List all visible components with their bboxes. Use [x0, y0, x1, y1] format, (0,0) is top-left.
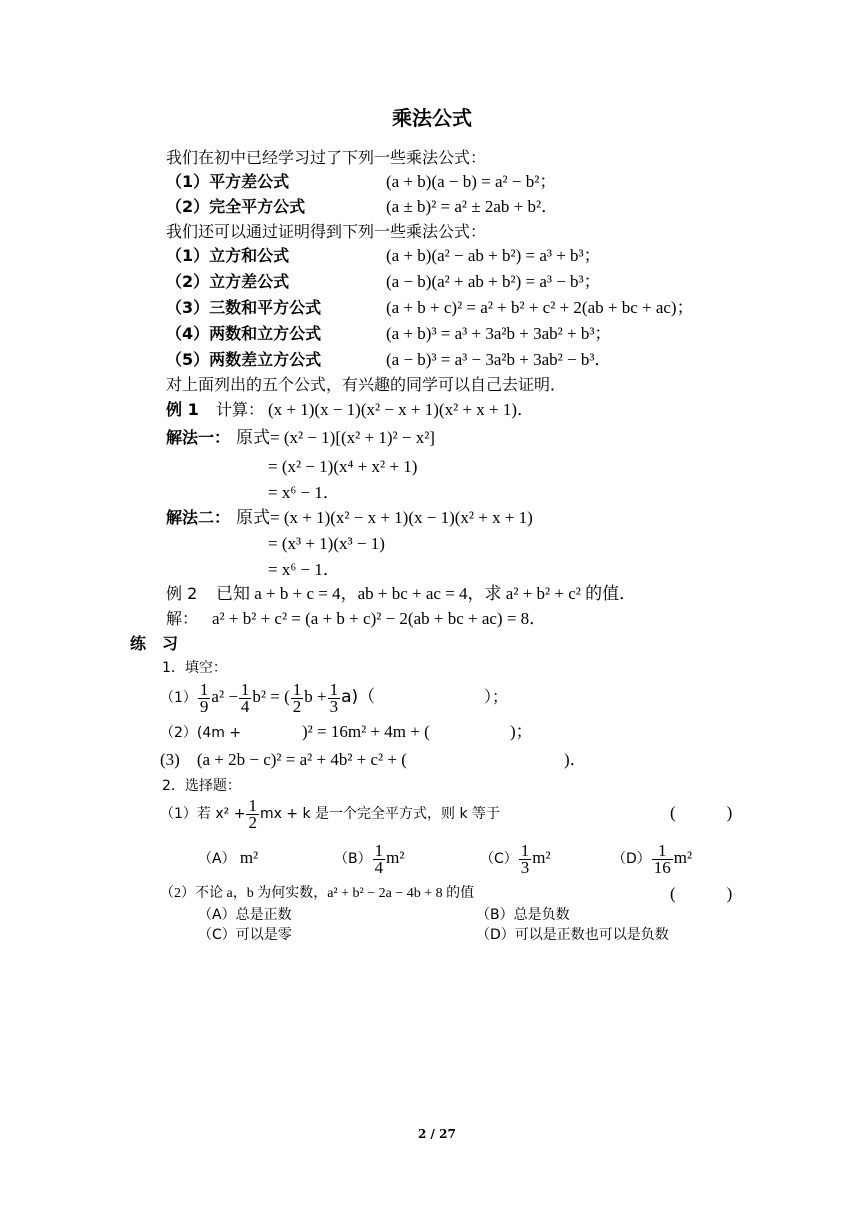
solution-line: = (x² − 1)(x⁴ + x² + 1) [268, 457, 418, 476]
formula: (a − b)³ = a³ − 3a²b + 3ab² − b³． [386, 350, 612, 369]
fraction [198, 679, 211, 716]
fraction-numerator: 1 [374, 840, 384, 860]
expr-part: b² = ( [252, 687, 290, 706]
fraction-denominator: 9 [199, 696, 209, 716]
option-c [480, 840, 551, 877]
choice-question-2: （2）不论 a，b 为何实数，a² + b² − 2a − 4b + 8 的值 [160, 886, 475, 901]
page-title: 乘法公式 [392, 106, 472, 130]
choice-question-1 [160, 796, 500, 831]
formula-label: （2）完全平方公式 [166, 197, 306, 216]
fraction-denominator: 2 [248, 812, 257, 832]
fraction [239, 679, 252, 716]
example-prompt: 计算： [216, 400, 265, 419]
option-value: m² [673, 848, 693, 867]
fraction-numerator: 1 [248, 795, 257, 815]
solution-line: = x⁶ − 1． [268, 483, 340, 502]
example-text: 已知 a + b + c = 4，ab + bc + ac = 4，求 a² + b² + c² 的值． [216, 584, 637, 603]
intro-text: 我们还可以通过证明得到下列一些乘法公式： [166, 222, 487, 241]
expr-part: （1）若 x² + [160, 806, 246, 822]
fraction [246, 795, 259, 832]
question-number: （1） [160, 690, 197, 706]
option-value: m² [532, 848, 551, 867]
option-value: m² [239, 848, 259, 867]
option-label: （C） [480, 851, 518, 867]
fill-blank-1 [160, 680, 375, 715]
formula: (a ± b)² = a² ± 2ab + b²． [386, 197, 559, 216]
fraction-numerator: 1 [240, 679, 250, 699]
blank-close: )； [510, 722, 533, 741]
solution-line: a² + b² + c² = (a + b + c)² − 2(ab + bc + ac) = 8． [212, 609, 547, 628]
fill-blank-3: (3) (a + 2b − c)² = a² + 4b² + c² + ( [160, 750, 407, 769]
fraction-denominator: 16 [653, 857, 671, 877]
fraction [652, 840, 673, 877]
option-label: （D） [612, 851, 651, 867]
fill-blank-2 [160, 722, 241, 743]
fraction [328, 679, 341, 716]
formula-label: （2）立方差公式 [166, 272, 290, 291]
fraction-numerator: 1 [199, 679, 209, 699]
option-d: （D）可以是正数也可以是负数 [476, 927, 669, 943]
formula: (a + b)³ = a³ + 3a²b + 3ab² + b³； [386, 324, 612, 343]
fraction-numerator: 1 [520, 840, 530, 860]
formula: (a + b)(a − b) = a² − b²； [386, 172, 557, 191]
formula-label: （5）两数差立方公式 [166, 350, 322, 369]
blank-expression: )² = 16m² + 4m + ( [302, 722, 430, 741]
answer-paren: ( ) [670, 803, 733, 822]
option-c: （C）可以是零 [198, 927, 292, 943]
solution-line: 原式= (x + 1)(x² − x + 1)(x − 1)(x² + x + 1) [236, 508, 533, 527]
intro-text: 我们在初中已经学习过了下列一些乘法公式： [166, 148, 487, 167]
fraction [291, 679, 304, 716]
expr-part: （2）(4m + [160, 725, 242, 741]
example-label: 例 2 [166, 584, 198, 603]
question-title: 2．选择题： [162, 778, 241, 794]
answer-paren: ( ) [670, 884, 733, 903]
fraction [519, 840, 532, 877]
expr-part: mx + k 是一个完全平方式，则 k 等于 [259, 806, 501, 822]
blank-close: )． [564, 750, 587, 769]
note-text: 对上面列出的五个公式，有兴趣的同学可以自己去证明． [166, 375, 567, 394]
option-b: （B）总是负数 [476, 907, 570, 923]
solution-line: 原式= (x² − 1)[(x² + 1)² − x²] [236, 428, 435, 447]
option-b [334, 840, 404, 877]
option-a: （A）总是正数 [198, 907, 292, 923]
page-number: 2 / 27 [418, 1127, 456, 1141]
expr-part: a)（ [341, 687, 376, 707]
example-label: 例 1 [166, 400, 199, 419]
solution-label: 解： [166, 609, 199, 628]
solution-line: = (x³ + 1)(x³ − 1) [268, 534, 385, 553]
fraction-denominator: 4 [240, 696, 250, 716]
fraction-numerator: 1 [329, 679, 339, 699]
formula: (a + b)(a² − ab + b²) = a³ + b³； [386, 246, 601, 265]
formula-label: （4）两数和立方公式 [166, 324, 322, 343]
fraction-numerator: 1 [292, 679, 302, 699]
fraction-denominator: 3 [329, 696, 339, 716]
option-label: （B） [334, 851, 372, 867]
fraction [373, 840, 386, 877]
solution-line: = x⁶ − 1． [268, 560, 340, 579]
expr-part: a² − [211, 687, 238, 706]
expr-part: b + [304, 687, 327, 706]
formula-label: （1）平方差公式 [166, 172, 290, 191]
method-label: 解法二： [166, 508, 231, 527]
fraction-numerator: 1 [652, 843, 673, 860]
practice-heading: 练 习 [130, 634, 179, 653]
blank-close: ）； [484, 687, 509, 706]
fraction-denominator: 3 [520, 857, 530, 877]
fraction-denominator: 2 [292, 696, 302, 716]
option-a [198, 840, 258, 877]
formula: (a + b + c)² = a² + b² + c² + 2(ab + bc + ac)； [386, 298, 694, 317]
option-value: m² [386, 848, 405, 867]
fraction-denominator: 4 [374, 857, 384, 877]
formula-label: （3）三数和平方公式 [166, 298, 322, 317]
example-expression: (x + 1)(x − 1)(x² − x + 1)(x² + x + 1)． [268, 400, 535, 419]
question-title: 1．填空： [162, 660, 227, 676]
option-d [612, 840, 692, 877]
method-label: 解法一： [166, 428, 231, 447]
formula-label: （1）立方和公式 [166, 246, 290, 265]
option-label: （A） [198, 851, 236, 867]
formula: (a − b)(a² + ab + b²) = a³ − b³； [386, 272, 601, 291]
